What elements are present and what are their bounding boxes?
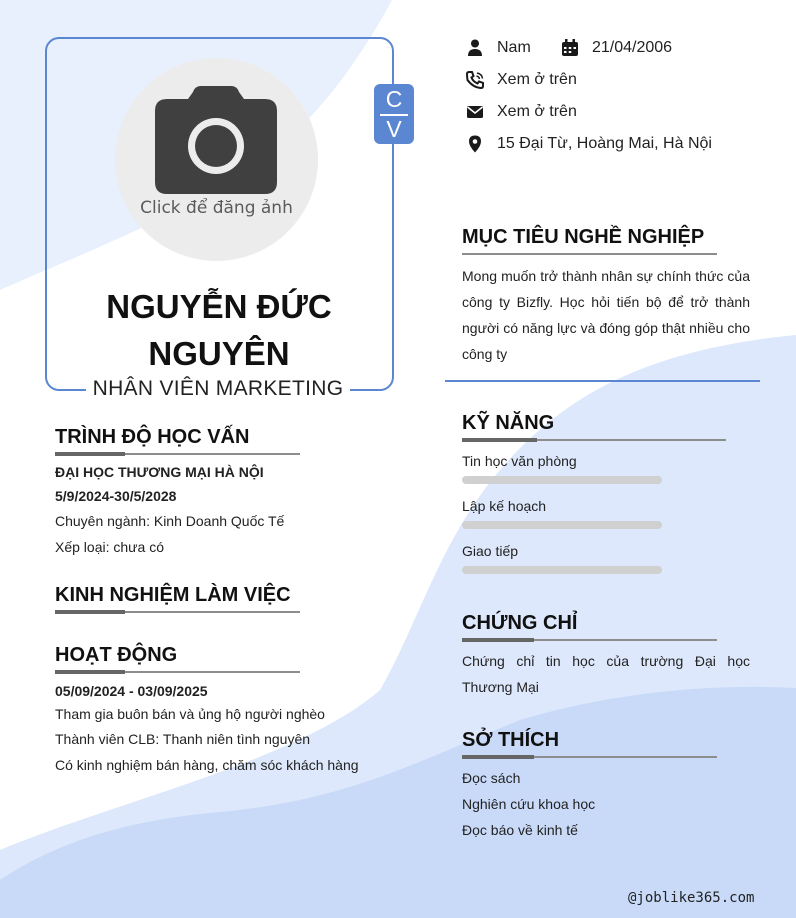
full-name <box>62 283 376 377</box>
skills-title: KỸ NĂNG <box>462 412 555 434</box>
certificates-text: Chứng chỉ tin học của trường Đại học Thương Mại <box>462 653 750 695</box>
person-icon <box>466 39 484 57</box>
activities-period: 05/09/2024 - 03/09/2025 <box>55 683 208 699</box>
hobby-item: Đọc báo về kinh tế <box>462 822 578 838</box>
envelope-icon <box>466 103 484 121</box>
address-value: 15 Đại Từ, Hoàng Mai, Hà Nội <box>497 135 712 152</box>
phone-value: Xem ở trên <box>497 71 577 88</box>
full-name-line1: NGUYỄN ĐỨC <box>106 288 332 325</box>
birthday-value: 21/04/2006 <box>592 39 673 56</box>
skill-bar <box>462 521 662 529</box>
activities-title: HOẠT ĐỘNG <box>55 644 178 666</box>
full-name-line2: NGUYÊN <box>148 335 290 372</box>
education-rule-accent <box>55 452 125 456</box>
skills-rule-accent <box>462 438 537 442</box>
experience-title: KINH NGHIỆM LÀM VIỆC <box>55 584 291 606</box>
objective-title: MỤC TIÊU NGHỀ NGHIỆP <box>462 226 705 248</box>
experience-rule-accent <box>55 610 125 614</box>
activity-item: Thành viên CLB: Thanh niên tình nguyên <box>55 731 311 747</box>
cv-badge-v: V <box>386 116 402 142</box>
education-major: Chuyên ngành: Kinh Doanh Quốc Tế <box>55 513 285 529</box>
activity-item: Có kinh nghiệm bán hàng, chăm sóc khách hàng <box>55 757 359 773</box>
education-rank: Xếp loại: chưa có <box>55 539 164 555</box>
skill-label: Lập kế hoạch <box>462 498 547 514</box>
skill-label: Tin học văn phòng <box>462 453 577 469</box>
job-title: NHÂN VIÊN MARKETING <box>92 377 344 400</box>
objective-rule <box>462 253 717 255</box>
education-title: TRÌNH ĐỘ HỌC VẤN <box>55 426 250 448</box>
section-divider <box>445 380 760 382</box>
photo-caption: Click để đăng ảnh <box>140 198 293 218</box>
skill-label: Giao tiếp <box>462 543 519 559</box>
map-pin-icon <box>466 135 484 153</box>
cv-badge-c: C <box>385 86 403 112</box>
skill-bar <box>462 476 662 484</box>
certificates-title: CHỨNG CHỈ <box>462 612 578 634</box>
education-period: 5/9/2024-30/5/2028 <box>55 488 177 504</box>
avatar-upload[interactable] <box>115 58 318 261</box>
skill-bar <box>462 566 662 574</box>
hobby-item: Đọc sách <box>462 770 521 786</box>
gender-value: Nam <box>497 39 531 56</box>
objective-text: Mong muốn trở thành nhân sự chính thức của công ty Bizfly. Học hỏi tiến bộ để trở thành người có năng lực và đóng góp thật nhiều cho công ty <box>462 268 750 362</box>
hobbies-rule-accent <box>462 755 534 759</box>
hobbies-title: SỞ THÍCH <box>462 729 560 751</box>
activity-item: Tham gia buôn bán và ủng hộ người nghèo <box>55 706 325 722</box>
education-school: ĐẠI HỌC THƯƠNG MẠI HÀ NỘI <box>55 464 264 480</box>
cv-badge <box>374 84 414 144</box>
email-value: Xem ở trên <box>497 103 577 120</box>
hobby-item: Nghiên cứu khoa học <box>462 796 596 812</box>
activities-rule-accent <box>55 670 125 674</box>
certificates-rule-accent <box>462 638 534 642</box>
camera-icon <box>155 86 277 194</box>
phone-icon <box>466 71 484 89</box>
footer-handle: @joblike365.com <box>628 890 755 906</box>
calendar-icon <box>561 39 579 57</box>
